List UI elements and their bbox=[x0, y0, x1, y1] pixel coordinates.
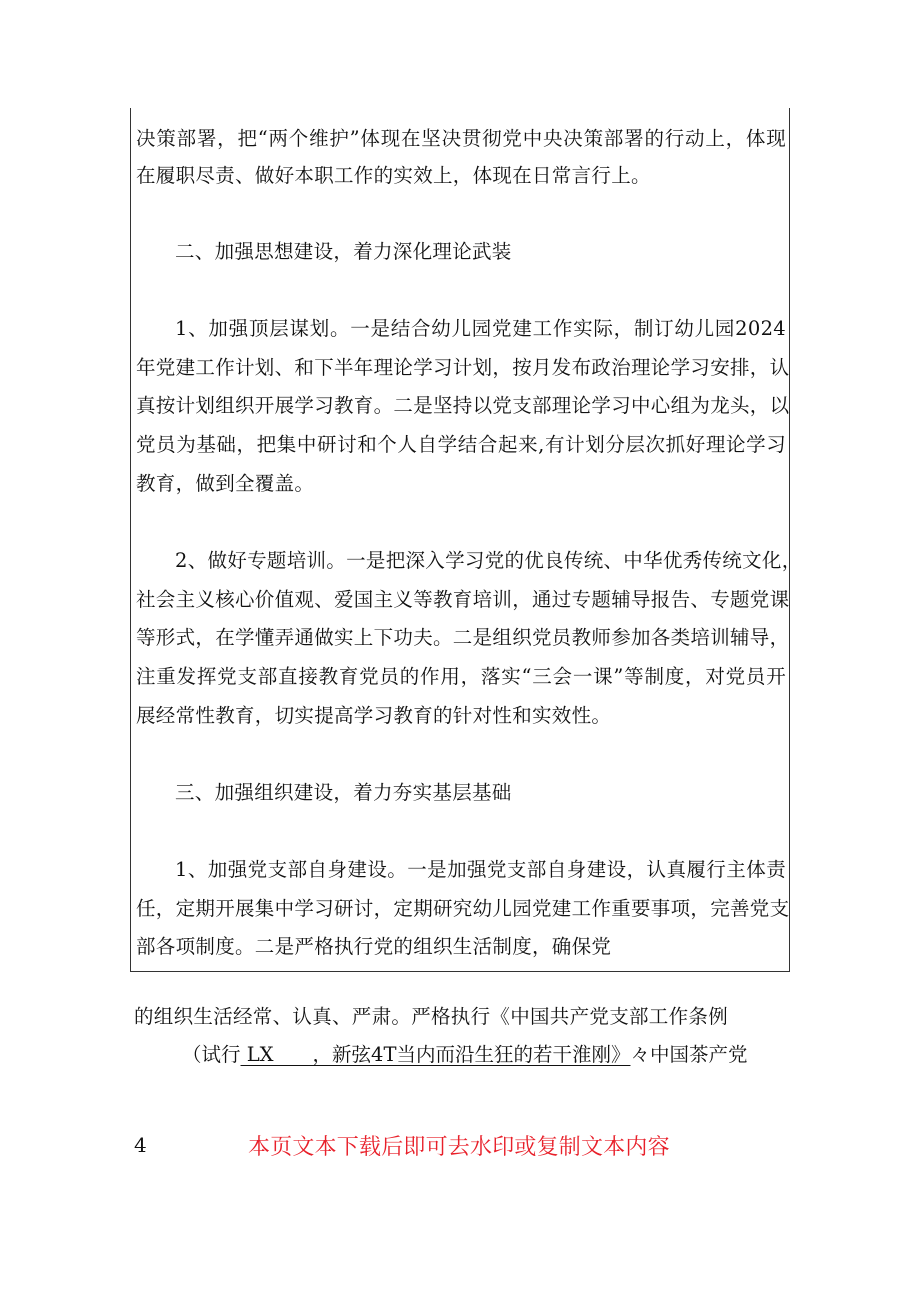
paragraph-line: 任，定期开展集中学习研讨，定期研究幼儿园党建工作重要事项，完善党支 bbox=[136, 897, 790, 920]
paragraph-line: 部各项制度。二是严格执行党的组织生活制度，确保党 bbox=[136, 935, 612, 958]
paragraph-line: 决策部署，把“两个维护”体现在坚决贯彻党中央决策部署的行动上，体现 bbox=[136, 127, 786, 150]
paragraph-line: 教育，做到全覆盖。 bbox=[136, 472, 315, 495]
paragraph-line: 注重发挥党支部直接教育党员的作用，落实“三会一课”等制度，对党员开 bbox=[136, 665, 786, 688]
paragraph-line: 1、加强顶层谋划。一是结合幼儿园党建工作实际，制订幼儿园2024 bbox=[175, 317, 786, 340]
paragraph-line: 党员为基础，把集中研讨和个人自学结合起来,有计划分层次抓好理论学习 bbox=[136, 433, 786, 456]
overflow-text-line bbox=[182, 1042, 747, 1068]
paragraph-line: 在履职尽责、做好本职工作的实效上，体现在日常言行上。 bbox=[136, 164, 651, 187]
table-cell-border bbox=[130, 108, 802, 972]
underlined-garbled-text: LX ，新弦4T当内而沿生狂的若干淮刚》 bbox=[240, 1043, 631, 1066]
paragraph-line: 展经常性教育，切实提高学习教育的针对性和实效性。 bbox=[136, 704, 612, 727]
overflow-text-prefix: （试行 bbox=[182, 1043, 241, 1066]
section-heading-3: 三、加强组织建设，着力夯实基层基础 bbox=[175, 781, 512, 804]
overflow-text-line: 的组织生活经常、认真、严肃。严格执行《中国共产党支部工作条例 bbox=[134, 1005, 729, 1028]
overflow-text-suffix: 々中国茶产党 bbox=[630, 1043, 748, 1066]
paragraph-line: 年党建工作计划、和下半年理论学习计划，按月发布政治理论学习安排，认 bbox=[136, 356, 790, 379]
page-number: 4 bbox=[134, 1133, 147, 1157]
paragraph-line: 1、加强党支部自身建设。一是加强党支部自身建设，认真履行主体责 bbox=[175, 858, 786, 881]
paragraph-line: 2、做好专题培训。一是把深入学习党的优良传统、中华优秀传统文化， bbox=[175, 549, 802, 572]
paragraph-line: 真按计划组织开展学习教育。二是坚持以党支部理论学习中心组为龙头，以 bbox=[136, 394, 790, 417]
watermark-notice: 本页文本下载后即可去水印或复制文本内容 bbox=[248, 1135, 670, 1160]
section-heading-2: 二、加强思想建设，着力深化理论武装 bbox=[175, 240, 512, 263]
paragraph-line: 社会主义核心价值观、爱国主义等教育培训，通过专题辅导报告、专题党课 bbox=[136, 588, 790, 611]
paragraph-line: 等形式，在学懂弄通做实上下功夫。二是组织党员教师参加各类培训辅导， bbox=[136, 626, 790, 649]
